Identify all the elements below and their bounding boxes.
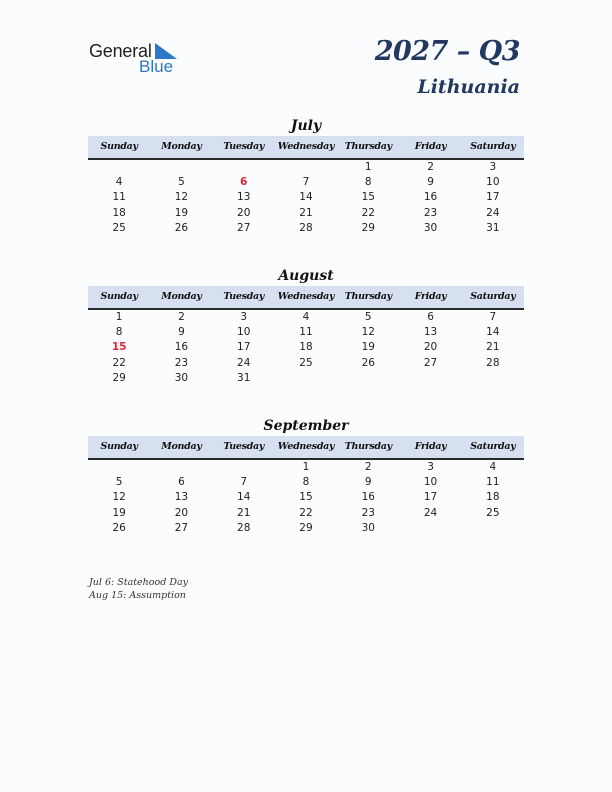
- week-row: [88, 221, 524, 236]
- weekday-label: Thursday: [344, 291, 392, 302]
- date-cell: 3: [489, 161, 497, 173]
- weekday-label: Monday: [161, 141, 202, 152]
- date-cell: 7: [302, 176, 310, 189]
- weekday-label: Tuesday: [223, 441, 265, 452]
- date-cell: [88, 160, 150, 175]
- date-cell: [213, 460, 275, 475]
- week-row: [88, 190, 524, 205]
- weekday-label: Wednesday: [277, 291, 335, 302]
- month-name: August: [278, 268, 334, 284]
- date-cell: 26: [174, 221, 189, 234]
- date-cell: 15: [299, 491, 313, 504]
- date-cell: 13: [174, 491, 189, 504]
- date-cell: 26: [112, 521, 126, 534]
- date-cell: 5: [364, 311, 372, 323]
- month-block: [88, 266, 524, 386]
- date-cell: 5: [178, 176, 185, 189]
- date-cell: 21: [237, 506, 251, 519]
- date-cell: 4: [302, 311, 310, 323]
- date-cell: 29: [361, 221, 375, 234]
- weekday-label: Saturday: [470, 441, 516, 452]
- date-cell: [399, 371, 461, 386]
- date-cell: 30: [361, 521, 375, 534]
- month-name: July: [290, 118, 322, 134]
- date-cell: 21: [299, 206, 313, 219]
- date-cell: 3: [427, 461, 434, 473]
- date-cell: 27: [237, 221, 251, 234]
- weekday-label: Thursday: [344, 441, 392, 452]
- date-cell: 29: [112, 371, 126, 384]
- date-cell: [275, 160, 337, 175]
- weekday-header-row: [88, 136, 524, 160]
- date-cell: 8: [364, 176, 372, 189]
- holiday-date-cell: 6: [240, 176, 248, 189]
- date-cell: 25: [112, 221, 126, 234]
- weekday-label: Tuesday: [223, 291, 265, 302]
- week-row: [88, 340, 524, 355]
- weekday-label: Wednesday: [277, 141, 335, 152]
- date-cell: 24: [237, 356, 251, 369]
- date-cell: [337, 371, 399, 386]
- date-cell: 1: [302, 461, 310, 473]
- date-cell: [213, 160, 275, 175]
- week-row: [88, 325, 524, 340]
- date-cell: 20: [174, 506, 189, 519]
- date-cell: 24: [423, 506, 438, 519]
- month-block: [88, 416, 524, 536]
- date-cell: 20: [423, 341, 438, 354]
- date-cell: 22: [361, 206, 375, 219]
- date-cell: 7: [240, 476, 248, 489]
- date-cell: 27: [423, 356, 438, 369]
- week-row: [88, 371, 524, 386]
- date-cell: 17: [237, 341, 251, 354]
- date-cell: 2: [364, 461, 372, 473]
- weekday-label: Monday: [161, 291, 202, 302]
- date-cell: 12: [112, 491, 126, 504]
- date-cell: 6: [178, 476, 185, 489]
- date-cell: 12: [361, 326, 375, 339]
- date-cell: 20: [237, 206, 251, 219]
- date-cell: 28: [237, 521, 251, 534]
- date-cell: [150, 460, 212, 475]
- weekday-label: Monday: [161, 441, 202, 452]
- week-row: [88, 160, 524, 175]
- weekday-label: Sunday: [100, 291, 138, 302]
- date-cell: 17: [486, 191, 500, 204]
- date-cell: 7: [489, 311, 497, 323]
- date-cell: 18: [112, 206, 126, 219]
- week-row: [88, 175, 524, 190]
- date-cell: [150, 160, 212, 175]
- date-cell: 31: [237, 371, 251, 384]
- generalblue-logo: [89, 40, 189, 80]
- weekday-label: Thursday: [344, 141, 392, 152]
- date-cell: 30: [423, 221, 438, 234]
- week-row: [88, 506, 524, 521]
- weekday-header-row: [88, 436, 524, 460]
- holiday-note: Jul 6: Statehood Day: [89, 577, 188, 588]
- date-cell: 22: [112, 356, 126, 369]
- date-cell: 19: [112, 506, 126, 519]
- country-subtitle: Lithuania: [417, 76, 520, 98]
- weekday-header-row: [88, 286, 524, 310]
- week-row: [88, 356, 524, 371]
- date-cell: 13: [237, 191, 251, 204]
- date-cell: 21: [486, 341, 500, 354]
- week-row: [88, 521, 524, 536]
- week-row: [88, 475, 524, 490]
- weekday-label: Sunday: [100, 141, 138, 152]
- weekday-label: Friday: [414, 141, 447, 152]
- date-cell: 2: [427, 161, 434, 173]
- date-cell: 10: [423, 476, 438, 489]
- date-cell: 1: [115, 311, 123, 323]
- weekday-label: Saturday: [470, 291, 516, 302]
- weekday-label: Wednesday: [277, 441, 335, 452]
- weekday-label: Friday: [414, 291, 447, 302]
- date-cell: 10: [237, 326, 251, 339]
- date-cell: 16: [174, 341, 189, 354]
- date-cell: 4: [489, 461, 497, 473]
- week-row: [88, 310, 524, 325]
- date-cell: 16: [423, 191, 438, 204]
- date-cell: 26: [361, 356, 375, 369]
- date-cell: [275, 371, 337, 386]
- date-cell: 27: [174, 521, 189, 534]
- weekday-label: Friday: [414, 441, 447, 452]
- date-cell: 24: [486, 206, 500, 219]
- date-cell: 11: [112, 191, 126, 204]
- date-cell: 5: [115, 476, 123, 489]
- holiday-date-cell: 15: [111, 341, 127, 354]
- week-row: [88, 460, 524, 475]
- date-cell: 22: [299, 506, 313, 519]
- month-name: September: [263, 418, 349, 434]
- date-cell: 2: [178, 311, 185, 323]
- weekday-label: Tuesday: [223, 141, 265, 152]
- date-cell: 8: [115, 326, 123, 339]
- week-row: [88, 490, 524, 505]
- date-cell: 23: [174, 356, 189, 369]
- date-cell: 6: [427, 311, 434, 323]
- holiday-note: Aug 15: Assumption: [89, 590, 186, 601]
- date-cell: 11: [299, 326, 313, 339]
- date-cell: 29: [299, 521, 313, 534]
- date-cell: 8: [302, 476, 310, 489]
- date-cell: 9: [364, 476, 372, 489]
- date-cell: 15: [361, 191, 375, 204]
- date-cell: 31: [486, 221, 500, 234]
- weekday-label: Sunday: [100, 441, 138, 452]
- date-cell: 9: [427, 176, 434, 189]
- date-cell: [462, 521, 524, 536]
- week-row: [88, 206, 524, 221]
- logo-word-general: General: [89, 41, 152, 61]
- date-cell: 18: [299, 341, 313, 354]
- date-cell: 1: [364, 161, 372, 173]
- logo-word-blue: Blue: [139, 57, 174, 76]
- date-cell: 16: [361, 491, 375, 504]
- date-cell: 18: [486, 491, 500, 504]
- date-cell: 28: [299, 221, 313, 234]
- date-cell: 23: [423, 206, 438, 219]
- date-cell: 28: [486, 356, 500, 369]
- holiday-notes: [89, 576, 188, 602]
- date-cell: 14: [486, 326, 500, 339]
- date-cell: 19: [174, 206, 189, 219]
- date-cell: 11: [486, 476, 500, 489]
- date-cell: 19: [361, 341, 375, 354]
- page-title: 2027 – Q3: [374, 36, 520, 67]
- date-cell: [399, 521, 461, 536]
- date-cell: 3: [240, 311, 248, 323]
- date-cell: 9: [178, 326, 185, 339]
- date-cell: [462, 371, 524, 386]
- date-cell: 17: [423, 491, 438, 504]
- date-cell: 30: [174, 371, 189, 384]
- date-cell: 23: [361, 506, 375, 519]
- month-block: [88, 116, 524, 236]
- date-cell: [88, 460, 150, 475]
- weekday-label: Saturday: [470, 141, 516, 152]
- date-cell: 13: [423, 326, 438, 339]
- date-cell: 25: [486, 506, 500, 519]
- date-cell: 10: [486, 176, 500, 189]
- date-cell: 12: [174, 191, 189, 204]
- date-cell: 25: [299, 356, 313, 369]
- date-cell: 14: [299, 191, 313, 204]
- date-cell: 14: [237, 491, 251, 504]
- date-cell: 4: [115, 176, 123, 189]
